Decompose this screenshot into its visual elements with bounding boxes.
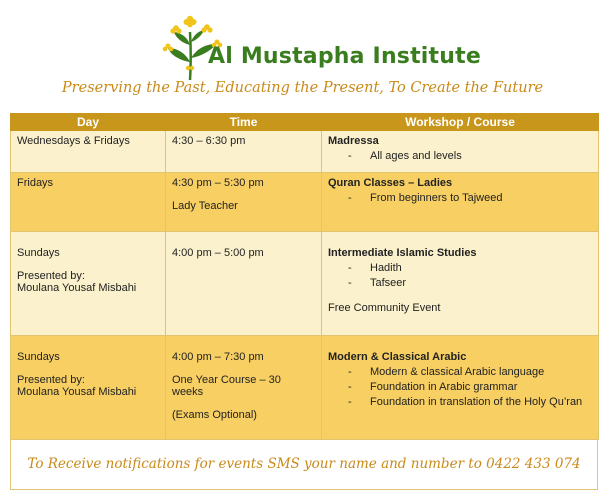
day-text: Wednesdays & Fridays (17, 135, 130, 147)
day-cell (11, 336, 166, 440)
time-text: 4:30 pm – 5:30 pm (172, 177, 264, 189)
table-row (11, 173, 599, 232)
day-cell (11, 131, 166, 173)
presenter-name: Moulana Yousaf Misbahi (17, 386, 137, 398)
time-note: One Year Course – 30 weeks (172, 374, 281, 398)
course-note: Free Community Event (328, 302, 441, 314)
presenter-name: Moulana Yousaf Misbahi (17, 282, 137, 294)
table-row (11, 336, 599, 440)
time-note: Lady Teacher (172, 200, 238, 212)
course-items (328, 365, 592, 410)
day-text: Sundays (17, 247, 60, 259)
course-cell (322, 173, 599, 232)
course-item: - Tafseer (328, 276, 592, 291)
column-header-day: Day (11, 114, 166, 131)
day-cell (11, 173, 166, 232)
course-item: - Foundation in Arabic grammar (328, 380, 592, 395)
course-item: - All ages and levels (328, 149, 592, 164)
course-title: Madressa (328, 135, 379, 147)
course-title: Intermediate Islamic Studies (328, 247, 477, 259)
tagline: Preserving the Past, Educating the Present, To Create the Future (61, 80, 544, 96)
time-cell (166, 131, 322, 173)
course-items (328, 149, 592, 164)
presented-by-label: Presented by: (17, 270, 85, 282)
sms-notification-text: To Receive notifications for events SMS your name and number to 0422 433 074 (27, 456, 581, 472)
time-cell (166, 173, 322, 232)
footer-box (10, 439, 598, 490)
time-text: 4:00 pm – 5:00 pm (172, 247, 264, 259)
course-cell (322, 232, 599, 336)
day-cell (11, 232, 166, 336)
course-item: - Foundation in translation of the Holy Qu’ran (328, 395, 592, 410)
column-header-time: Time (166, 114, 322, 131)
time-text: 4:30 – 6:30 pm (172, 135, 246, 147)
course-cell (322, 131, 599, 173)
column-header-course: Workshop / Course (322, 114, 599, 131)
presented-by-label: Presented by: (17, 374, 85, 386)
table-row (11, 131, 599, 173)
day-text: Fridays (17, 177, 54, 189)
course-items (328, 191, 592, 206)
course-item: - Modern & classical Arabic language (328, 365, 592, 380)
course-items (328, 261, 592, 291)
course-item: - From beginners to Tajweed (328, 191, 592, 206)
schedule-table (10, 113, 599, 440)
time-cell (166, 232, 322, 336)
day-text: Sundays (17, 351, 60, 363)
table-row (11, 232, 599, 336)
time-note-2: (Exams Optional) (172, 409, 257, 421)
header (0, 0, 605, 110)
course-title: Quran Classes – Ladies (328, 177, 453, 189)
institute-name: Al Mustapha Institute (208, 44, 481, 69)
time-cell (166, 336, 322, 440)
course-cell (322, 336, 599, 440)
course-item: - Hadith (328, 261, 592, 276)
course-title: Modern & Classical Arabic (328, 351, 467, 363)
time-text: 4:00 pm – 7:30 pm (172, 351, 264, 363)
table-header-row (11, 114, 599, 131)
